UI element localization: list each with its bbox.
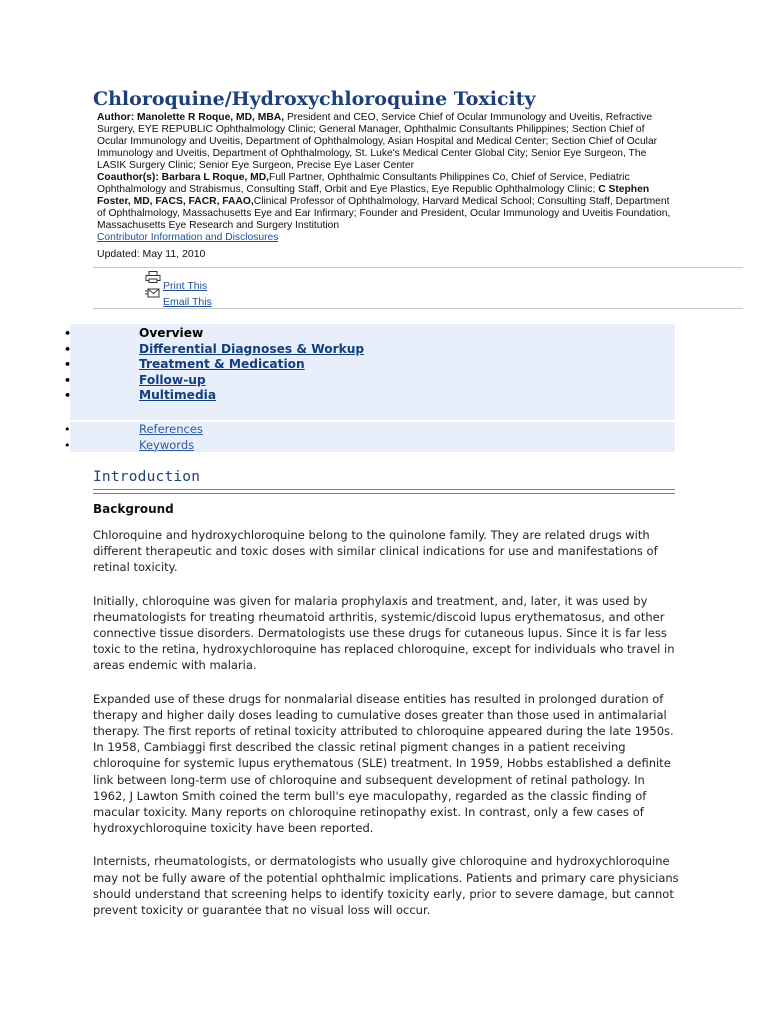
nav-item-references[interactable]: • References <box>70 422 675 438</box>
nav-item-overview[interactable]: • Overview <box>70 326 675 342</box>
subsection-title: Background <box>93 502 174 516</box>
nav-item-keywords[interactable]: • Keywords <box>70 438 675 454</box>
section-title: Introduction <box>93 469 201 485</box>
email-link[interactable]: Email This <box>163 296 212 308</box>
author-name: Manolette R Roque, MD, MBA, <box>137 112 285 123</box>
contributor-disclosures-link[interactable]: Contributor Information and Disclosures <box>97 232 279 243</box>
author-affiliation: President and CEO, Service Chief of Ocular Immunology and Uveitis, Refractive Surgery, EYE REPUBLIC Ophthalmology Clinic; General Manager, Ophthalmic Consultants Philippines; Section Chief of Ocular Immunology and Uveitis, Department of Ophthalmology, Asian Hospital and Medical Center; Section Chief of Ocular Immunology and Uveitis, Department of Ophthalmology, St. Luke's Medical Center Global City; Senior Eye Surgeon, The LASIK Surgery Clinic; Senior Eye Surgeon, Precise Eye Laser Center <box>97 112 658 171</box>
coauthor-label: Coauthor(s): <box>97 172 159 183</box>
section-divider <box>93 489 675 494</box>
nav-item-treatment[interactable]: • Treatment & Medication <box>70 357 675 373</box>
paragraph: Initially, chloroquine was given for malaria prophylaxis and treatment, and, later, it was used by rheumatologists for treating rheumatoid arthritis, systemic/discoid lupus erythematosus, and other connective tissue disorders. Dermatologists use these drugs for cutaneous lupus. Since it is far less toxic to the retina, hydroxychloroquine has replaced chloroquine, except for individuals who travel in areas endemic with malaria. <box>93 593 675 673</box>
article-body <box>93 527 679 935</box>
page-title: Chloroquine/Hydroxychloroquine Toxicity <box>93 88 536 110</box>
printer-icon <box>145 271 161 283</box>
nav-item-follow-up[interactable]: • Follow-up <box>70 373 675 389</box>
author-credits <box>97 112 677 244</box>
nav-item-differential-diagnoses[interactable]: • Differential Diagnoses & Workup <box>70 342 675 358</box>
envelope-icon <box>145 287 161 299</box>
paragraph: Internists, rheumatologists, or dermatologists who usually give chloroquine and hydroxychloroquine may not be fully aware of the potential ophthalmic implications. Patients and primary care physicians should understand that screening helps to identify toxicity early, prior to severe damage, but cannot prevent toxicity or guarantee that no visual loss will occur. <box>93 854 679 918</box>
paragraph: Chloroquine and hydroxychloroquine belong to the quinolone family. They are related drugs with different therapeutic and toxic doses with similar clinical indications for use and manifestations of retinal toxicity. <box>93 528 658 575</box>
coauthor-affiliation: Full Partner, Ophthalmic Consultants Philippines Co, Chief of Service, Pediatric Ophthalmology and Strabismus, Consulting Staff, Orbit and Eye Plastics, Eye Republic Ophthalmology Clinic; <box>97 172 630 195</box>
section-navigation <box>70 324 675 420</box>
print-link[interactable]: Print This <box>163 280 208 292</box>
paragraph: Expanded use of these drugs for nonmalarial disease entities has resulted in prolonged duration of therapy and higher daily doses leading to cumulative doses greater than those used in antimalarial therapy. The first reports of retinal toxicity attributed to chloroquine appeared during the late 1950s. In 1958, Cambiaggi first described the classic retinal pigment changes in a patient receiving chloroquine for systemic lupus erythematous (SLE) treatment. In 1959, Hobbs established a definite link between long-term use of chloroquine and subsequent development of retinal pathology. In 1962, J Lawton Smith coined the term bull's eye maculopathy, regarded as the classic finding of macular toxicity. Many reports on chloroquine retinopathy exist. In contrast, only a few cases of hydroxychloroquine toxicity have been reported. <box>93 691 674 836</box>
updated-date: Updated: May 11, 2010 <box>97 248 206 260</box>
email-tool[interactable] <box>145 287 212 308</box>
divider <box>93 308 743 309</box>
coauthor-affiliation: Clinical Professor of Ophthalmology, Harvard Medical School; Consulting Staff, Department of Ophthalmology, Massachusetts Eye and Ear Infirmary; Founder and President, Ocular Immunology and Uveitis Foundation, Massachusetts Eye Research and Surgery Institution <box>97 196 671 231</box>
nav-item-multimedia[interactable]: • Multimedia <box>70 388 675 404</box>
divider <box>93 267 743 268</box>
coauthor-name: C Stephen Foster, MD, FACS, FACR, FAAO, <box>97 184 650 207</box>
coauthor-name: Barbara L Roque, MD, <box>161 172 270 183</box>
secondary-navigation <box>70 422 675 452</box>
author-label: Author: <box>97 112 135 123</box>
